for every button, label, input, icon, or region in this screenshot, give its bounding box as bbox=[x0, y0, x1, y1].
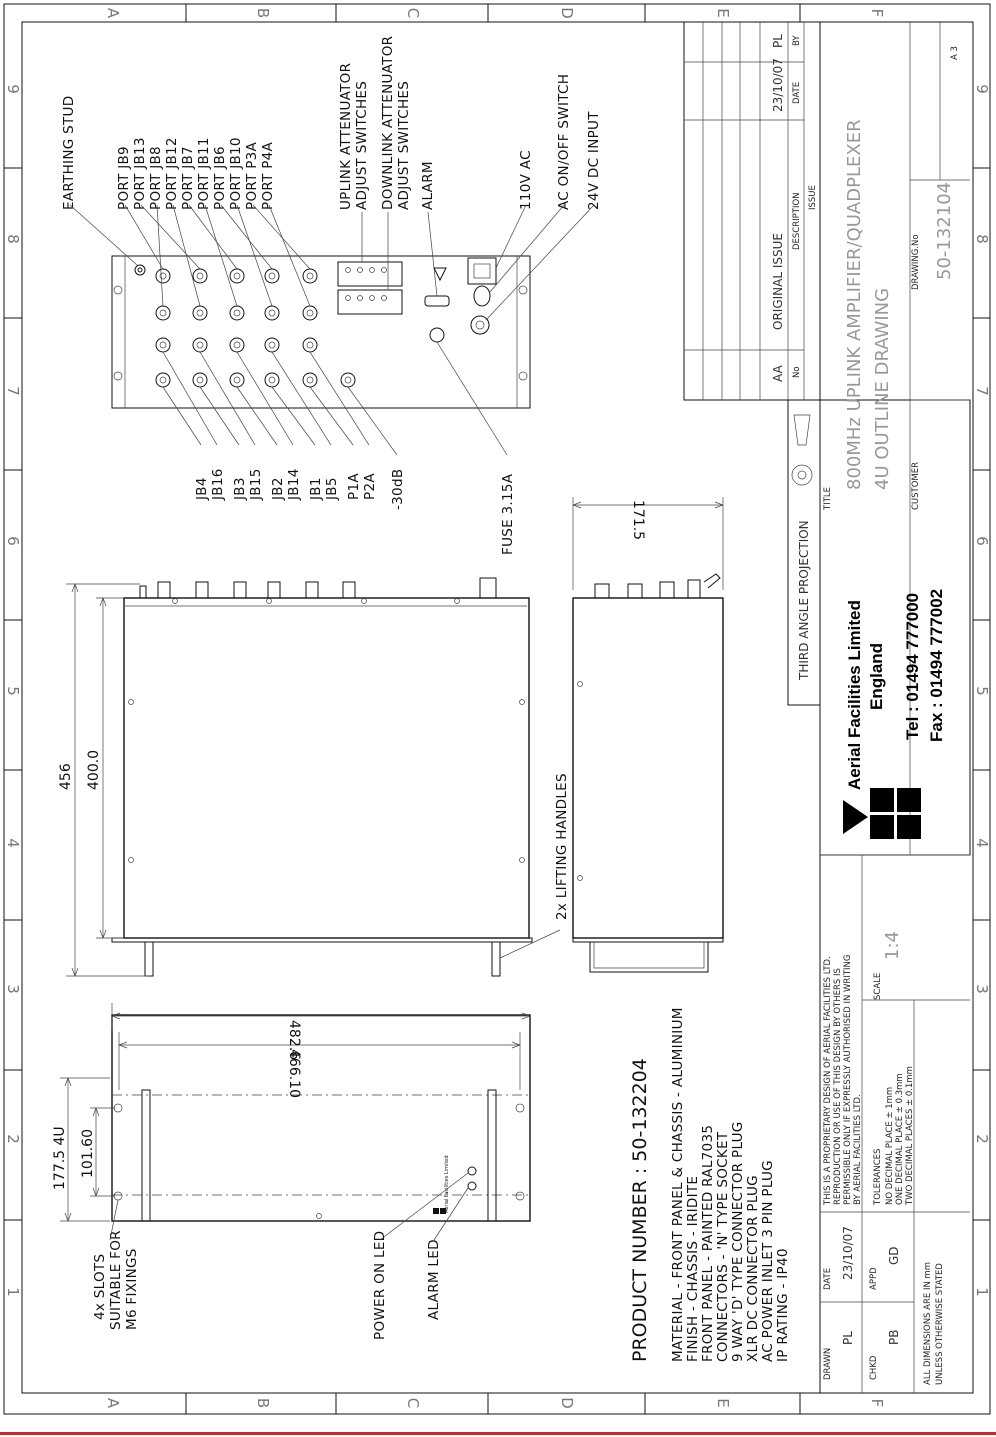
label-24v-dc: 24V DC INPUT bbox=[586, 111, 602, 210]
grid-num-2-r: 2 bbox=[973, 1134, 991, 1144]
label-port-jb11: PORT JB11 bbox=[196, 137, 212, 210]
col-no: No bbox=[792, 366, 802, 378]
spec-line-5: 9 WAY 'D' TYPE CONNECTOR PLUG bbox=[730, 1121, 746, 1362]
ac-switch bbox=[474, 286, 490, 306]
label-downlink-adj: ADJUST SWITCHES bbox=[396, 80, 412, 210]
alarm-d-connector bbox=[425, 296, 449, 306]
grid-num-9-r: 9 bbox=[973, 84, 991, 94]
rev-date: 23/10/07 bbox=[771, 58, 785, 112]
label-jb4: JB4 bbox=[194, 477, 210, 500]
label-alarm: ALARM bbox=[420, 161, 436, 210]
dim-depth-body: 400.0 bbox=[86, 749, 102, 790]
label-alarm-led: ALARM LED bbox=[426, 1239, 442, 1320]
col-by: BY bbox=[792, 35, 802, 46]
dim-depth-overall: 456 bbox=[58, 763, 74, 790]
rear-top-leaders bbox=[70, 205, 594, 320]
grid-num-8: 8 bbox=[4, 234, 22, 244]
grid-letter-a: A bbox=[104, 7, 122, 19]
grid-num-7-r: 7 bbox=[973, 386, 991, 396]
label-jb14: JB14 bbox=[286, 468, 302, 500]
spec-line-6: XLR DC CONNECTOR PLUG bbox=[745, 1175, 761, 1362]
label-lifting-handles: 2x LIFTING HANDLES bbox=[554, 773, 570, 920]
label-p1a: P1A bbox=[346, 473, 362, 500]
dim-height: 171.5 bbox=[630, 500, 646, 541]
units-1: ALL DIMENSIONS ARE IN mm bbox=[923, 1261, 933, 1385]
drawn-label: DRAWN bbox=[823, 1347, 833, 1380]
rev-by: PL bbox=[771, 34, 785, 48]
warning-triangle-icon bbox=[434, 268, 446, 280]
grid-num-5: 5 bbox=[4, 686, 22, 696]
dim-width-overall: 482.6 bbox=[286, 1020, 302, 1061]
drawn-value: PL bbox=[841, 1331, 855, 1345]
n-type-connectors bbox=[156, 269, 355, 387]
rear-bottom-leaders bbox=[163, 342, 507, 455]
company-name: Aerial Facilities Limited bbox=[845, 600, 864, 790]
label-jb15: JB15 bbox=[248, 468, 264, 500]
company-logo-icon bbox=[843, 788, 921, 839]
grid-num-3-r: 3 bbox=[973, 984, 991, 994]
title-label: TITLE bbox=[823, 487, 833, 510]
grid-num-1-r: 1 bbox=[973, 1287, 991, 1297]
scale-label: SCALE bbox=[873, 972, 883, 1000]
sheet-size: A 3 bbox=[950, 46, 960, 60]
label-slots-3: M6 FIXINGS bbox=[124, 1248, 140, 1330]
label-downlink-att: DOWNLINK ATTENUATOR bbox=[380, 35, 396, 210]
label-port-p3a: PORT P3A bbox=[244, 141, 260, 210]
grid-num-7: 7 bbox=[4, 386, 22, 396]
grid-letter-f-b: F bbox=[868, 1398, 886, 1408]
proprietary-2: REPRODUCTION OR USE OF THIS DESIGN BY OTHERS IS bbox=[833, 968, 843, 1205]
label-minus-30db: -30dB bbox=[390, 468, 406, 510]
side-view-connectors bbox=[595, 574, 720, 598]
grid-num-2: 2 bbox=[4, 1134, 22, 1144]
scale-value: 1:4 bbox=[882, 931, 903, 960]
top-view-connectors bbox=[140, 578, 496, 598]
label-p2a: P2A bbox=[362, 473, 378, 500]
company-tel: Tel : 01494 777000 bbox=[903, 592, 922, 740]
label-port-jb12: PORT JB12 bbox=[164, 137, 180, 210]
drawing-no: 50-132104 bbox=[934, 181, 955, 280]
label-port-p4a: PORT P4A bbox=[260, 141, 276, 210]
label-slots-1: 4x SLOTS bbox=[92, 1253, 108, 1320]
label-uplink-att: UPLINK ATTENUATOR bbox=[338, 62, 354, 210]
dim-panel-4u: 177.5 4U bbox=[52, 1126, 68, 1190]
date-label: DATE bbox=[823, 1267, 833, 1290]
revision-table bbox=[684, 22, 804, 400]
label-earthing-stud: EARTHING STUD bbox=[61, 95, 77, 210]
label-slots-2: SUITABLE FOR bbox=[108, 1230, 124, 1330]
grid-letter-a-b: A bbox=[104, 1397, 122, 1409]
col-issue: ISSUE bbox=[808, 185, 818, 210]
rear-bottom-labels bbox=[194, 468, 516, 555]
tolerance-3: TWO DECIMAL PLACES ± 0.1mm bbox=[905, 1066, 915, 1205]
dc-xlr-connector bbox=[471, 316, 489, 334]
grid-letters-bottom bbox=[104, 1397, 886, 1409]
ac-inlet bbox=[468, 258, 496, 284]
label-power-led: POWER ON LED bbox=[372, 1230, 388, 1340]
company-fax: Fax : 01494 777002 bbox=[927, 588, 946, 742]
col-date: DATE bbox=[792, 81, 802, 104]
grid-letter-c: C bbox=[404, 7, 422, 19]
customer-label: CUSTOMER bbox=[911, 461, 921, 510]
top-view bbox=[58, 578, 570, 976]
top-view-screws bbox=[129, 599, 525, 863]
label-port-jb9: PORT JB9 bbox=[116, 146, 132, 210]
grid-letter-c-b: C bbox=[404, 1397, 422, 1409]
label-jb5: JB5 bbox=[324, 477, 340, 500]
spec-line-8: IP RATING - IP40 bbox=[775, 1248, 791, 1362]
label-port-jb6: PORT JB6 bbox=[212, 146, 228, 210]
front-logo bbox=[433, 1155, 450, 1214]
fuse-holder bbox=[430, 328, 444, 342]
grid-num-6: 6 bbox=[4, 536, 22, 546]
grid-letter-e: E bbox=[714, 8, 732, 18]
grid-num-4-r: 4 bbox=[973, 838, 991, 848]
label-110v-ac: 110V AC bbox=[518, 150, 534, 210]
rear-panel-view bbox=[112, 256, 530, 408]
drawing-no-label: DRAWING.No bbox=[911, 234, 921, 290]
grid-letter-d: D bbox=[558, 7, 576, 19]
grid-num-6-r: 6 bbox=[973, 536, 991, 546]
attenuator-switches bbox=[338, 262, 402, 314]
grid-num-4: 4 bbox=[4, 838, 22, 848]
grid-letters-top bbox=[104, 7, 886, 19]
connector-row-2 bbox=[156, 306, 317, 320]
spec-line-2: FINISH - CHASSIS - IRIDITE bbox=[685, 1175, 701, 1362]
label-fuse: FUSE 3.15A bbox=[500, 473, 516, 555]
side-view bbox=[573, 497, 723, 972]
connector-row-1 bbox=[156, 269, 317, 283]
rear-top-labels bbox=[61, 36, 602, 210]
grid-numbers-right bbox=[973, 84, 991, 1297]
chkd-label: CHKD bbox=[869, 1355, 879, 1380]
tolerance-1: NO DECIMAL PLACE ± 1mm bbox=[885, 1086, 895, 1205]
rev-no: AA bbox=[771, 365, 785, 382]
grid-num-3: 3 bbox=[4, 984, 22, 994]
grid-letter-d-b: D bbox=[558, 1397, 576, 1409]
label-jb2: JB2 bbox=[270, 477, 286, 500]
grid-num-1: 1 bbox=[4, 1287, 22, 1297]
connector-row-4 bbox=[156, 373, 355, 387]
grid-letter-f: F bbox=[868, 8, 886, 18]
label-jb3: JB3 bbox=[232, 477, 248, 500]
projection: THIRD ANGLE PROJECTION bbox=[797, 520, 811, 680]
front-slots bbox=[114, 1104, 524, 1200]
title-line-1: 800MHz UPLINK AMPLIFIER/QUADPLEXER bbox=[844, 119, 865, 490]
grid-letter-b-b: B bbox=[254, 1397, 272, 1409]
power-led bbox=[468, 1167, 476, 1175]
appd-label: APPD bbox=[869, 1267, 879, 1290]
proprietary-4: BY AERIAL FACILITIES LTD. bbox=[853, 1094, 863, 1205]
grid-letter-b: B bbox=[254, 7, 272, 19]
grid-num-5-r: 5 bbox=[973, 686, 991, 696]
label-ac-switch: AC ON/OFF SWITCH bbox=[556, 73, 572, 210]
page-edge-line bbox=[0, 1432, 996, 1435]
label-uplink-adj: ADJUST SWITCHES bbox=[354, 80, 370, 210]
proprietary-3: PERMISSIBLE ONLY IF EXPRESSLY AUTHORISED IN WRITING bbox=[843, 954, 853, 1205]
label-port-jb13: PORT JB13 bbox=[132, 137, 148, 210]
spec-line-4: CONNECTORS - 'N' TYPE SOCKET bbox=[715, 1131, 731, 1362]
spec-line-7: AC POWER INLET 3 PIN PLUG bbox=[760, 1160, 776, 1362]
front-view bbox=[52, 1003, 530, 1340]
front-logo-text: Aerial Facilities Limited bbox=[444, 1155, 450, 1213]
appd-value: GD bbox=[887, 1246, 901, 1265]
label-port-jb7: PORT JB7 bbox=[180, 146, 196, 210]
tolerance-2: ONE DECIMAL PLACE ± 0.3mm bbox=[895, 1073, 905, 1205]
col-desc: DESCRIPTION bbox=[792, 192, 802, 250]
product-notes bbox=[629, 1007, 791, 1362]
label-jb1: JB1 bbox=[308, 477, 324, 500]
product-number: PRODUCT NUMBER : 50-132204 bbox=[629, 1058, 651, 1362]
date-value: 23/10/07 bbox=[841, 1226, 855, 1280]
tolerances-label: TOLERANCES bbox=[873, 1148, 883, 1205]
grid-letter-e-b: E bbox=[714, 1398, 732, 1408]
alarm-led bbox=[468, 1182, 476, 1190]
label-port-jb8: PORT JB8 bbox=[148, 146, 164, 210]
grid-num-9: 9 bbox=[4, 84, 22, 94]
dim-width-fixings: 466.10 bbox=[286, 1049, 302, 1098]
label-jb16: JB16 bbox=[210, 468, 226, 500]
units-2: UNLESS OTHERWISE STATED bbox=[935, 1263, 945, 1385]
spec-line-1: MATERIAL - FRONT PANEL & CHASSIS - ALUMINIUM bbox=[670, 1007, 686, 1362]
grid-num-8-r: 8 bbox=[973, 234, 991, 244]
spec-line-3: FRONT PANEL - PAINTED RAL7035 bbox=[700, 1124, 716, 1362]
company-country: England bbox=[867, 642, 886, 710]
label-port-jb10: PORT JB10 bbox=[228, 137, 244, 210]
proprietary-1: THIS IS A PROPRIETARY DESIGN OF AERIAL FACILITIES LTD. bbox=[823, 956, 833, 1205]
grid-numbers-left bbox=[4, 84, 22, 1297]
chkd-value: PB bbox=[887, 1329, 901, 1345]
connector-row-3 bbox=[156, 338, 317, 352]
title-line-2: 4U OUTLINE DRAWING bbox=[872, 287, 893, 490]
rev-desc: ORIGINAL ISSUE bbox=[771, 233, 785, 330]
dim-fix-spacing: 101.60 bbox=[80, 1129, 96, 1178]
